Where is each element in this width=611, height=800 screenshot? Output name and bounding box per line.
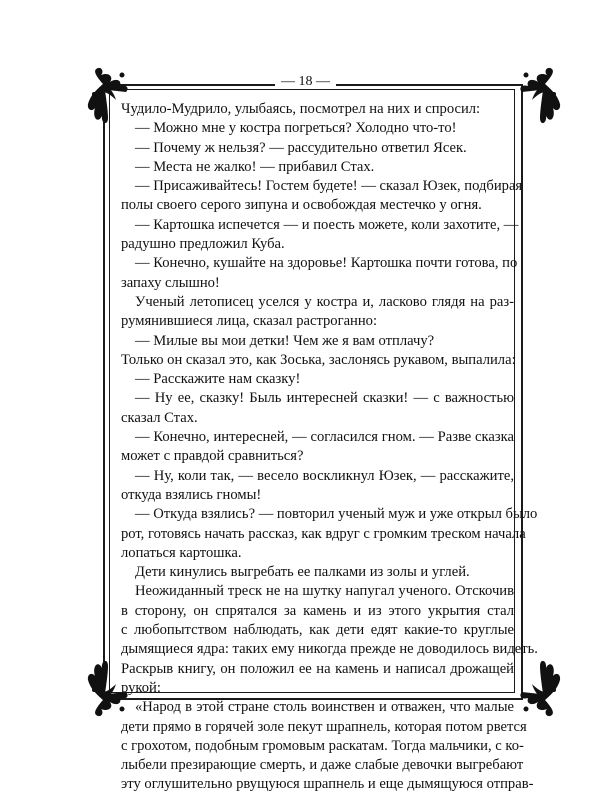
text-line: — Расскажите нам сказку! <box>135 371 301 388</box>
text-line: эту оглушительно рвущуюся шрапнель и еще дымящуюся отправ- <box>121 776 534 793</box>
text-line: Неожиданный треск не на шутку напугал ученого. Отскочив <box>135 583 514 600</box>
text-line: дети прямо в горячей золе пекут шрапнель, которая потом рвется <box>121 718 527 735</box>
text-line: — Почему ж нельзя? — рассудительно ответил Ясек. <box>135 139 467 156</box>
text-line: дымящиеся ядра: таких ему никогда прежде не доводилось видеть. <box>121 641 538 658</box>
text-line: Ученый летописец уселся у костра и, ласково глядя на раз- <box>135 293 514 310</box>
text-line: — Милые вы мои детки! Чем же я вам отплачу? <box>135 332 435 349</box>
text-line: может с правдой сравниться? <box>121 448 304 465</box>
text-line: — Ну ее, сказку! Быль интересней сказки! — с важностью <box>135 390 514 407</box>
text-line: полы своего серого зипуна и освобождая местечко у огня. <box>121 197 482 214</box>
text-line: румянившиеся лица, сказал растроганно: <box>121 313 378 330</box>
text-line: — Можно мне у костра погреться? Холодно что-то! <box>135 120 457 137</box>
text-line: «Народ в этой стране столь воинствен и отважен, что малые <box>135 699 514 716</box>
text-line: — Конечно, кушайте на здоровье! Картошка почти готова, по <box>135 255 518 272</box>
text-line: в сторону, он спрятался за камень и из этого укрытия стал <box>121 602 514 619</box>
page-text-body <box>121 100 538 795</box>
text-line: — Откуда взялись? — повторил ученый муж и уже открыл было <box>135 506 538 523</box>
text-line: Чудило-Мудрило, улыбаясь, посмотрел на них и спросил: <box>121 101 481 117</box>
page-number-text: — 18 — <box>275 74 336 89</box>
text-line: запаху слышно! <box>121 274 220 291</box>
text-line: радушно предложил Куба. <box>121 236 285 253</box>
text-line: рукой: <box>121 679 161 696</box>
text-line: — Присаживайтесь! Гостем будете! — сказал Юзек, подбирая <box>135 178 523 195</box>
text-line: откуда взялись гномы! <box>121 486 262 503</box>
text-line: — Места не жалко! — прибавил Стах. <box>135 158 375 175</box>
text-line: — Ну, коли так, — весело воскликнул Юзек, — расскажите, <box>135 467 514 484</box>
text-line: — Картошка испечется — и поесть можете, коли захотите, — <box>135 216 519 233</box>
text-line: с любопытством наблюдать, как дети едят какие-то круглые <box>121 622 514 639</box>
text-line: Раскрыв книгу, он положил ее на камень и написал дрожащей <box>121 660 514 677</box>
text-line: Только он сказал это, как Зоська, заслонясь рукавом, выпалила: <box>121 351 516 368</box>
page-number <box>0 74 611 90</box>
text-line: Дети кинулись выгребать ее палками из золы и углей. <box>135 564 470 581</box>
text-line: рот, готовясь начать рассказ, как вдруг с громким треском начала <box>121 525 526 542</box>
text-line: сказал Стах. <box>121 409 198 426</box>
text-line: с грохотом, подобным громовым раскатам. Тогда мальчики, с ко- <box>121 737 524 754</box>
text-line: лопаться картошка. <box>121 544 242 561</box>
text-line: лыбели презирающие смерть, и даже слабые девочки выгребают <box>121 757 524 774</box>
text-line: — Конечно, интересней, — согласился гном. — Разве сказка <box>135 429 514 446</box>
